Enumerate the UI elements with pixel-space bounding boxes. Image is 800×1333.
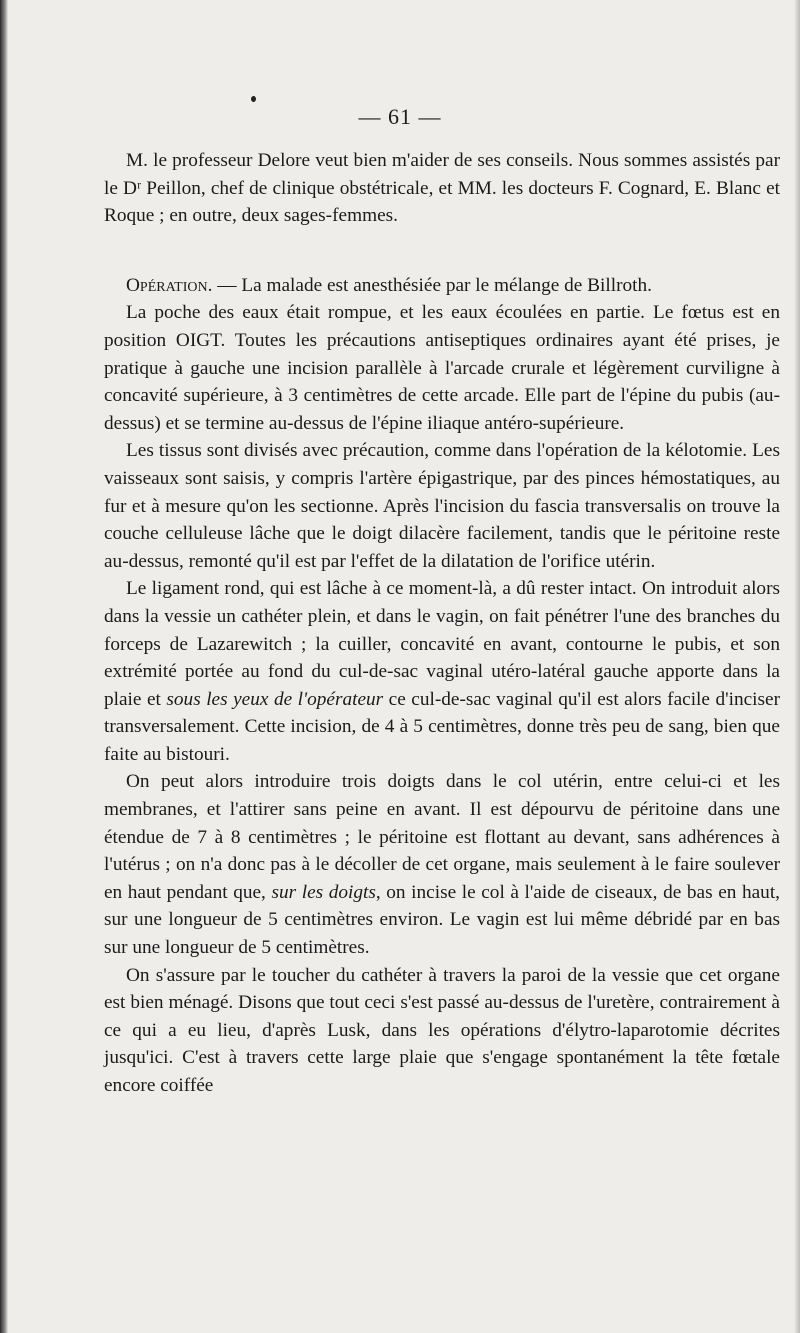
page-edge bbox=[794, 0, 800, 1333]
paragraph-6-part-a: On peut alors introduire trois doigts dans le col utérin, entre celui-ci et les membranes, et l'attirer sans peine en avant. Il est dépourvu de péritoine dans une étendue de 7 à 8 centimètres ; le péritoine est flottant au devant, sans adhérences à l'utérus ; on n'a donc pas à le décoller de cet organe, mais seulement à le faire soulever en haut pendant que, bbox=[104, 771, 780, 903]
paragraph-4: Les tissus sont divisés avec précaution, comme dans l'opération de la kélotomie. Les vaisseaux sont saisis, y compris l'artère épigastrique, par des pinces hémostatiques, au fur et à mesure qu'on les sectionne. Après l'incision du fascia transversalis on trouve la couche celluleuse lâche que le doigt dilacère facilement, tandis que le péritoine reste au-dessus, remonté qu'il est par l'effet de la dilatation de l'orifice utérin. bbox=[104, 440, 780, 572]
section-label-operation: Opération. bbox=[126, 274, 213, 296]
paragraph-2-text: — La malade est anesthésiée par le mélange de Billroth. bbox=[212, 274, 652, 296]
paragraph-6 bbox=[104, 768, 780, 961]
page-number: — 61 — bbox=[358, 104, 442, 129]
page-binding-shadow bbox=[0, 0, 8, 1333]
paragraph-5 bbox=[104, 575, 780, 768]
paragraph-3: La poche des eaux était rompue, et les eaux écoulées en partie. Le fœtus est en position OIGT. Toutes les précautions antiseptiques ordinaires ayant été prises, je pratique à gauche une incision parallèle à l'arcade crurale et légèrement curviligne à concavité supérieure, à 3 centimètres de cette arcade. Elle part de l'épine du pubis (au-dessus) et se termine au-dessus de l'épine iliaque antéro-supérieure. bbox=[104, 302, 780, 434]
paragraph-2 bbox=[104, 272, 780, 300]
paragraph-5-part-b: ce cul-de-sac vaginal qu'il est alors facile d'inciser transversalement. Cette incision, de 4 à 5 centimètres, donne très peu de sang, bien que faite au bistouri. bbox=[104, 688, 780, 765]
paragraph-6-part-b: , on incise le col à l'aide de ciseaux, de bas en haut, sur une longueur de 5 centimètres environ. Le vagin est lui même débridé par en bas sur une longueur de 5 centimètres. bbox=[104, 881, 780, 959]
ink-speck bbox=[251, 96, 256, 102]
paragraph-7: On s'assure par le toucher du cathéter à travers la paroi de la vessie que cet organe est bien ménagé. Disons que tout ceci s'est passé au-dessus de l'uretère, contrairement à ce qui a eu lieu, d'après Lusk, dans les opérations d'élytro-laparotomie décrites jusqu'ici. C'est à travers cette large plaie que s'engage spontanément la tête fœtale encore coiffée bbox=[104, 964, 780, 1096]
paragraph-1: M. le professeur Delore veut bien m'aider de ses conseils. Nous sommes assistés par le Dʳ Peillon, chef de clinique obstétricale, et MM. les docteurs F. Cognard, E. Blanc et Roque ; en outre, deux sages-femmes. bbox=[104, 150, 780, 227]
body-text bbox=[104, 147, 780, 1100]
paragraph-6-italic: sur les doigts bbox=[271, 881, 376, 903]
paragraph-5-part-a: Le ligament rond, qui est lâche à ce moment-là, a dû rester intact. On introduit alors dans la vessie un cathéter plein, et dans le vagin, on fait pénétrer l'une des branches du forceps de Lazarewitch ; la cuiller, concavité en avant, contourne le pubis, et son extrémité portée au fond du cul-de-sac vaginal utéro-latéral gauche apporte dans la plaie et bbox=[104, 578, 780, 710]
paragraph-5-italic: sous les yeux de l'opérateur bbox=[166, 688, 384, 710]
